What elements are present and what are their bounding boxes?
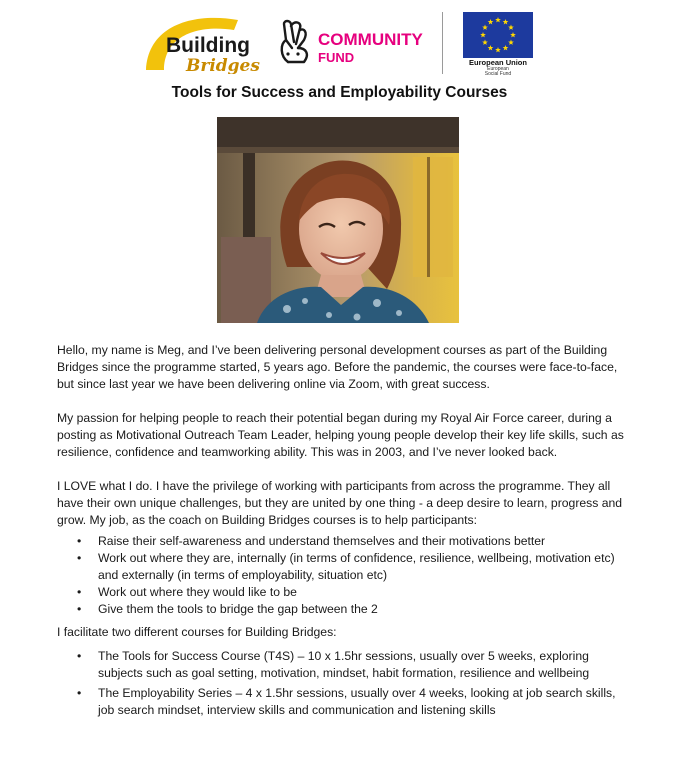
eu-star-icon [508,40,514,45]
list-item-text: Work out where they are, internally (in terms of confidence, resilience, wellbeing, motivation etc) and externally (in terms of employability, situation etc) [98,551,615,582]
bullet-icon: • [77,551,82,565]
bullet-icon: • [77,602,82,616]
building-bridges-logo [142,8,260,74]
list-item-text: Raise their self-awareness and understand themselves and their motivations better [98,534,546,548]
crossed-fingers-icon [276,18,426,68]
eu-flag-icon [463,12,533,58]
list-item-text: The Tools for Success Course (T4S) – 10 x 1.5hr sessions, usually over 5 weeks, exploring subjects such as goal setting, motivation, mindset, habit formation, resilience and wellbeing [98,649,590,680]
fund-text: FUND [318,50,355,65]
building-bridges-arc-icon [142,8,260,74]
bullet-icon: • [77,686,82,700]
list-item-text: Give them the tools to bridge the gap between the 2 [98,602,378,616]
eu-star-icon [482,25,488,30]
logo-header [0,6,679,76]
courses-list [57,648,627,719]
community-fund-logo [276,18,426,68]
esf-label [463,67,533,77]
list-item [57,533,627,550]
eu-logo [463,12,535,77]
bullet-icon: • [77,585,82,599]
list-item [57,601,627,618]
list-item [57,685,627,719]
portrait-photo [217,117,459,323]
eu-star-icon [510,32,516,37]
eu-star-icon [488,45,494,50]
love-paragraph: I LOVE what I do. I have the privilege of working with participants from across the programme. They all have their own unique challenges, but they are united by one thing - a deep desire to learn, progress and grow. My job, as the coach on Building Bridges courses is to help participants: [57,479,623,527]
bullet-icon: • [77,534,82,548]
eu-label: European Union [469,58,527,67]
esf-label-line1: European [487,66,509,72]
eu-star-icon [508,25,514,30]
passion-paragraph: My passion for helping people to reach their potential began during my Royal Air Force career, during a posting as Motivational Outreach Team Leader, helping young people develop their key life skills, such as resilience, confidence and teamworking ability. This was in 2003, and I’ve never looked back. [57,411,624,459]
list-item [57,550,627,584]
building-text: Building [166,34,250,57]
eu-star-icon [480,32,486,37]
body-content [57,342,627,722]
intro-paragraph: Hello, my name is Meg, and I’ve been delivering personal development courses as part of the Building Bridges since the programme started, 5 years ago. Before the pandemic, the courses were face-to-face, but since last year we have been delivering online via Zoom, with great success. [57,343,618,391]
list-item [57,648,627,682]
bullet-icon: • [77,649,82,663]
esf-label-line2: Social Fund [484,71,512,77]
courses-intro: I facilitate two different courses for Building Bridges: [57,625,337,639]
help-list [57,533,627,618]
page-title: Tools for Success and Employability Courses [171,84,508,101]
eu-star-icon [495,17,501,22]
list-item-text: Work out where they would like to be [98,585,297,599]
list-item-text: The Employability Series – 4 x 1.5hr sessions, usually over 4 weeks, looking at job search skills, job search mindset, interview skills and communication and listening skills [98,686,616,717]
eu-star-icon [482,40,488,45]
list-item [57,584,627,601]
eu-star-icon [503,19,509,24]
eu-star-icon [495,47,501,52]
eu-star-icon [503,45,509,50]
logo-divider [442,12,443,74]
eu-star-icon [488,19,494,24]
bridges-text: Bridges [186,56,260,74]
community-text: COMMUNITY [318,30,423,49]
portrait-image [217,117,459,323]
